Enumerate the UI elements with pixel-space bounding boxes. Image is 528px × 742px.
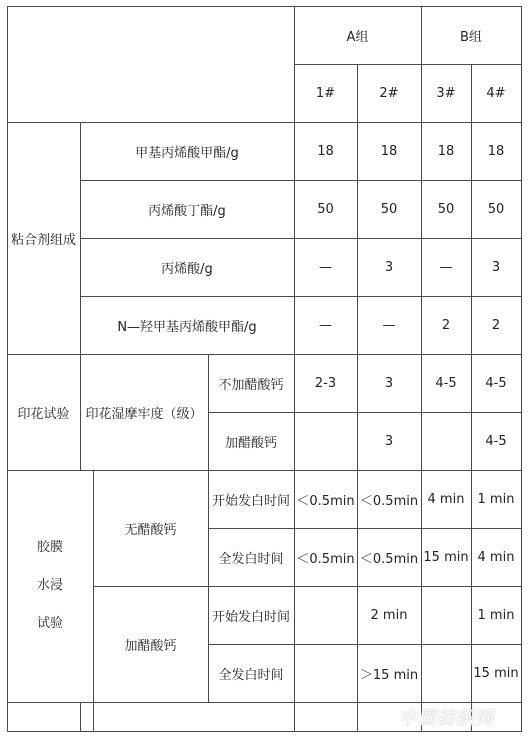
- table-cell: 3: [491, 259, 501, 275]
- table-cell: 15 min: [473, 665, 519, 681]
- table-row-label: 不加醋酸钙: [218, 377, 284, 393]
- grid-line-bottom: [7, 731, 521, 732]
- table-cell: 3: [384, 433, 394, 449]
- sample-header: 2#: [379, 85, 399, 101]
- table-cell: 4 min: [477, 549, 515, 565]
- table-row-label: 加醋酸钙: [224, 435, 277, 451]
- table-cell: —: [439, 259, 453, 275]
- sample-header: 3#: [436, 85, 456, 101]
- table-cell: 2: [441, 317, 451, 333]
- table-cell: [294, 586, 357, 644]
- table-row-label: 全发白时间: [218, 551, 284, 567]
- table-cell: 4 min: [427, 491, 465, 507]
- table-row-label: 丙烯酸丁酯/g: [148, 203, 226, 219]
- table-cell: 18: [437, 143, 455, 159]
- film-section-label: [7, 470, 93, 702]
- table-cell: [421, 586, 471, 644]
- table-cell: ＞15 min: [359, 667, 419, 683]
- table-row-label: 开始发白时间: [211, 493, 290, 509]
- film-label-line: 试验: [36, 616, 63, 631]
- table-row-label: 全发白时间: [218, 667, 284, 683]
- table-cell: ＜0.5min: [359, 493, 419, 509]
- table-cell: 50: [437, 201, 455, 217]
- table-cell: 3: [384, 375, 394, 391]
- grid-line-h: [7, 702, 521, 703]
- film-group-label: 无醋酸钙: [124, 522, 177, 538]
- table-cell: —: [319, 259, 332, 275]
- table-cell: 50: [380, 201, 398, 217]
- table-row-label: 开始发白时间: [211, 609, 290, 625]
- table-row-label: N—羟甲基丙烯酸甲酯/g: [117, 319, 257, 335]
- table-cell: 2: [491, 317, 501, 333]
- binder-section-label: 粘合剂组成: [10, 232, 76, 248]
- sample-header: 4#: [486, 85, 506, 101]
- table-cell: ＜0.5min: [296, 493, 355, 509]
- table-cell: —: [382, 317, 396, 333]
- table-cell: 1 min: [477, 491, 515, 507]
- grid-line-right: [521, 6, 522, 732]
- table-cell: [421, 644, 471, 702]
- table-cell: 18: [317, 143, 334, 159]
- table-cell: [421, 412, 471, 470]
- table-cell: —: [319, 317, 332, 333]
- table-cell: 3: [384, 259, 394, 275]
- grid-line-v: [80, 702, 81, 732]
- table-cell: 50: [487, 201, 505, 217]
- table-cell: 15 min: [423, 549, 469, 565]
- table-cell: 2 min: [370, 607, 408, 623]
- sample-header: 1#: [315, 85, 336, 101]
- film-label-line: 胶膜: [36, 540, 63, 555]
- watermark: 中国纺织网: [399, 708, 494, 729]
- table-cell: 4-5: [485, 433, 507, 449]
- table-cell: ＜0.5min: [359, 551, 419, 567]
- table-cell: 1 min: [477, 607, 515, 623]
- table-cell: 4-5: [485, 375, 507, 391]
- group-a-header: A组: [346, 29, 369, 45]
- table-cell: 18: [380, 143, 398, 159]
- table-cell: [294, 644, 357, 702]
- group-b-header: B组: [460, 29, 482, 45]
- table-row-label: 丙烯酸/g: [161, 261, 213, 277]
- film-group-label: 加醋酸钙: [124, 638, 177, 654]
- table-cell: [294, 412, 357, 470]
- table-cell: 4-5: [435, 375, 457, 391]
- table-cell: ＜0.5min: [296, 551, 355, 567]
- table-cell: 2-3: [314, 375, 337, 391]
- table-cell: 50: [317, 201, 334, 217]
- print-section-label: 印花试验: [17, 406, 70, 422]
- print-sub-label: 印花湿摩牢度（级）: [85, 406, 203, 422]
- table-cell: 18: [487, 143, 505, 159]
- table-row-label: 甲基丙烯酸甲酯/g: [135, 145, 239, 161]
- film-label-line: 水浸: [36, 578, 63, 593]
